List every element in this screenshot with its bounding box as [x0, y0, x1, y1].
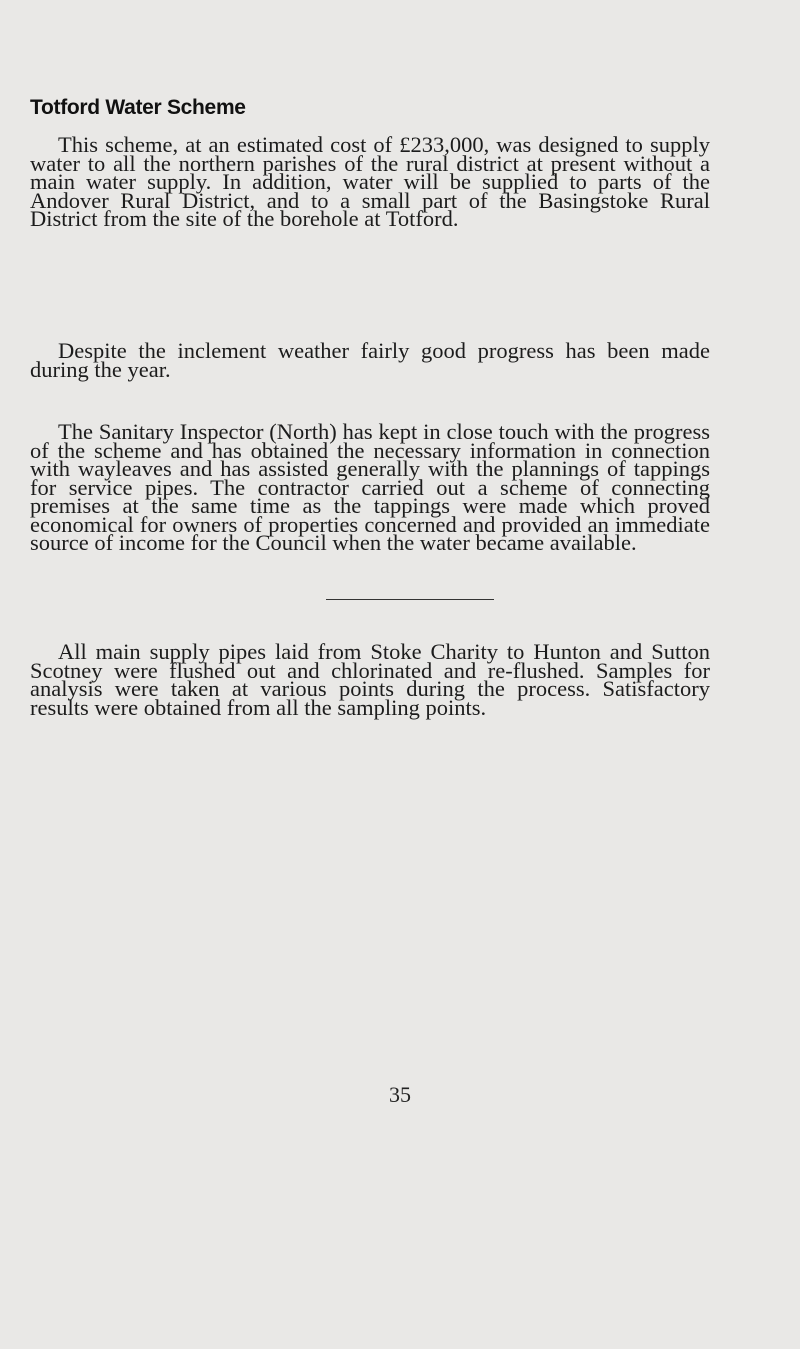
paragraph-scheme-overview: This scheme, at an estimated cost of £233,000, was designed to supply water to all the northern parishes of the rural district at present without a main water supply. In addition, water will be supplied to parts of the Andover Rural District, and to a small part of the Basingstoke Rural District from the site of the borehole at Totford.: [30, 132, 710, 231]
paragraph-progress: Despite the inclement weather fairly good progress has been made during the year.: [30, 338, 710, 382]
page-number: 35: [389, 1082, 411, 1107]
paragraph-sanitary-inspector: The Sanitary Inspector (North) has kept in close touch with the progress of the scheme and has obtained the necessary information in connection with wayleaves and has assisted generally with the plannings of tappings for service pipes. The contractor carried out a scheme of connecting premises at the same time as the tappings were made which proved economical for owners of properties concerned and provided an immediate source of income for the Council when the water became available.: [30, 419, 710, 555]
section-title: Totford Water Scheme: [30, 96, 246, 119]
section-divider: [326, 599, 494, 600]
paragraph-supply-pipes: All main supply pipes laid from Stoke Charity to Hunton and Sutton Scotney were flushed out and chlorinated and re-flushed. Samples for analysis were taken at various points during the process. Satisfactory results were obtained from all the sampling points.: [30, 639, 710, 720]
